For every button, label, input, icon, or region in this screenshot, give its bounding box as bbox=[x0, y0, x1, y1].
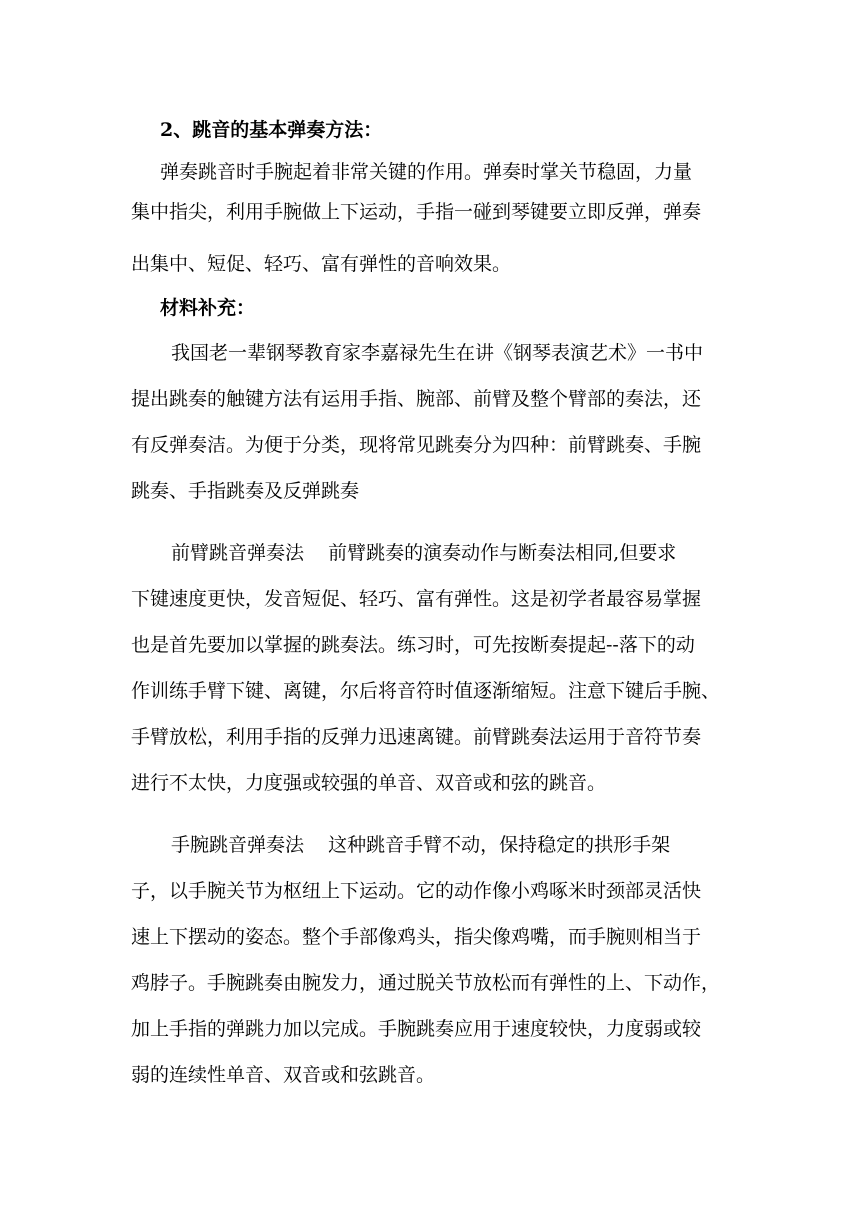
paragraph-line: 集中指尖，利用手腕做上下运动，手指一碰到琴键要立即反弹，弹奏 bbox=[131, 201, 702, 223]
paragraph-line: 有反弹奏洁。为便于分类，现将常见跳奏分为四种：前臂跳奏、手腕 bbox=[131, 434, 702, 456]
paragraph-line: 出集中、短促、轻巧、富有弹性的音响效果。 bbox=[131, 253, 512, 275]
paragraph-line: 手腕跳音弹奏法 这种跳音手臂不动，保持稳定的拱形手架 bbox=[171, 834, 671, 856]
paragraph-line: 手臂放松，利用手指的反弹力迅速离键。前臂跳奏法运用于音符节奏 bbox=[131, 726, 702, 748]
paragraph-line: 进行不太快，力度强或较强的单音、双音或和弦的跳音。 bbox=[131, 772, 607, 794]
paragraph-line: 作训练手臂下键、离键，尔后将音符时值逐渐缩短。注意下键后手腕、 bbox=[131, 680, 721, 702]
paragraph-line: 提出跳奏的触键方法有运用手指、腕部、前臂及整个臂部的奏法，还 bbox=[131, 388, 702, 410]
paragraph-line: 鸡脖子。手腕跳奏由腕发力，通过脱关节放松而有弹性的上、下动作， bbox=[131, 972, 721, 994]
paragraph-line: 加上手指的弹跳力加以完成。手腕跳奏应用于速度较快，力度弱或较 bbox=[131, 1018, 702, 1040]
paragraph-line: 子，以手腕关节为枢纽上下运动。它的动作像小鸡啄米时颈部灵活快 bbox=[131, 880, 702, 902]
paragraph-line: 跳奏、手指跳奏及反弹跳奏 bbox=[131, 480, 360, 502]
paragraph-line: 前臂跳音弹奏法 前臂跳奏的演奏动作与断奏法相同,但要求 bbox=[171, 542, 677, 564]
paragraph-line: 也是首先要加以掌握的跳奏法。练习时，可先按断奏提起--落下的动 bbox=[131, 634, 695, 656]
paragraph-line: 我国老一辈钢琴教育家李嘉禄先生在讲《钢琴表演艺术》一书中 bbox=[171, 342, 704, 364]
paragraph-line: 速上下摆动的姿态。整个手部像鸡头，指尖像鸡嘴，而手腕则相当于 bbox=[131, 926, 702, 948]
paragraph-line: 下键速度更快，发音短促、轻巧、富有弹性。这是初学者最容易掌握 bbox=[131, 588, 702, 610]
supplement-heading: 材料补充： bbox=[160, 297, 256, 319]
section-heading: 2、跳音的基本弹奏方法： bbox=[160, 119, 383, 141]
paragraph-line: 弱的连续性单音、双音或和弦跳音。 bbox=[131, 1064, 436, 1086]
paragraph-line: 弹奏跳音时手腕起着非常关键的作用。弹奏时掌关节稳固，力量 bbox=[160, 161, 693, 183]
